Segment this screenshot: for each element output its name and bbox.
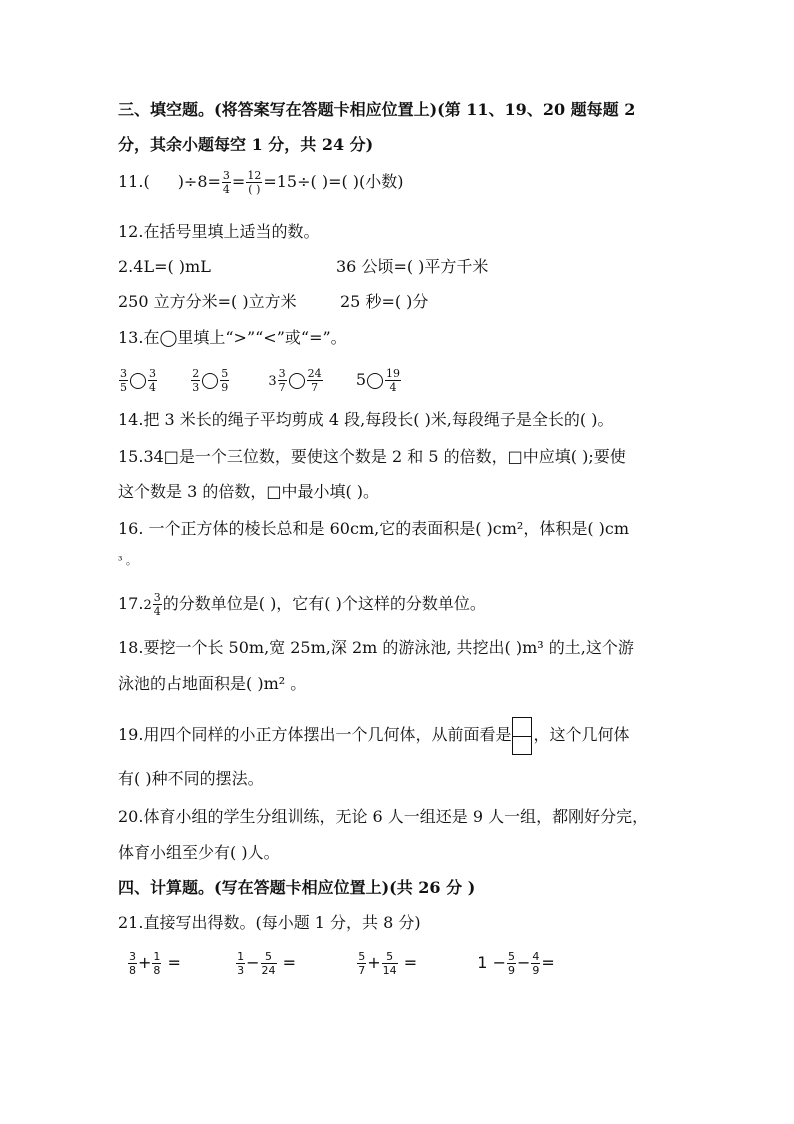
question-19-line2: 有( )种不同的摆法。	[118, 769, 264, 788]
question-12-c: 250 立方分米=( )立方米	[118, 292, 297, 311]
question-20-line2: 体育小组至少有( )人。	[118, 843, 280, 862]
comparison-1: $\frac{3}{5}$ $\frac{3}{4}$	[120, 367, 156, 394]
circle-blank-icon	[367, 373, 383, 389]
question-12-title: 12.在括号里填上适当的数。	[118, 222, 320, 241]
question-18-line2: 泳池的占地面积是( )m² 。	[118, 674, 307, 693]
comparison-3: 3 $\frac{3}{7}$ $\frac{24}{7}$	[268, 367, 322, 394]
question-12-b: 36 公顷=( )平方千米	[336, 257, 489, 276]
stacked-squares-icon	[512, 717, 532, 755]
question-12-a: 2.4L=( )mL	[118, 257, 211, 276]
question-16-line1: 16. 一个正方体的棱长总和是 60cm,它的表面积是( )cm²，体积是( )cm	[118, 519, 630, 538]
question-20-line1: 20.体育小组的学生分组训练，无论 6 人一组还是 9 人一组，都刚好分完，	[118, 807, 649, 826]
question-12-d: 25 秒=( )分	[340, 292, 429, 311]
circle-blank-icon	[202, 373, 218, 389]
circle-blank-icon	[130, 373, 146, 389]
question-13-title: 13.在◯里填上“>”“<”或“=”。	[118, 328, 347, 347]
fraction: $\frac{12}{( )}$	[247, 169, 262, 196]
expression-1: $\frac{3}{8}$ + $\frac{1}{8}$ =	[129, 950, 181, 977]
question-11: 11.( )÷8= $\frac{3}{4}$ = $\frac{12}{( )}$ =15÷( )=( )(小数)	[118, 169, 404, 196]
question-18-line1: 18.要挖一个长 50m,宽 25m,深 2m 的游泳池, 共挖出( )m³ 的土,这个游	[118, 638, 634, 657]
expression-4: 1 − $\frac{5}{9}$ − $\frac{4}{9}$ =	[477, 950, 555, 977]
question-21-expressions	[127, 951, 555, 976]
circle-blank-icon	[289, 373, 305, 389]
question-15-line2: 这个数是 3 的倍数，□中最小填( )。	[118, 482, 380, 501]
question-16-line2: ³ 。	[118, 554, 137, 567]
fraction: $\frac{3}{4}$	[222, 169, 230, 196]
comparison-4: 5 $\frac{19}{4}$	[355, 367, 401, 394]
section-3-heading-line2: 分，其余小题每空 1 分，共 24 分)	[118, 135, 374, 154]
question-15-line1: 15.34□是一个三位数，要使这个数是 2 和 5 的倍数，□中应填( );要使	[118, 447, 626, 466]
section-4-heading: 四、计算题。(写在答题卡相应位置上)(共 26 分 )	[118, 878, 476, 897]
question-14: 14.把 3 米长的绳子平均剪成 4 段,每段长( )米,每段绳子是全长的( )。	[118, 410, 614, 429]
expression-2: $\frac{1}{3}$ − $\frac{5}{24}$ =	[237, 950, 296, 977]
question-13-comparisons	[118, 368, 402, 393]
question-19-line1: 19.用四个同样的小正方体摆出一个几何体，从前面看是 ，这个几何体	[118, 714, 629, 756]
question-21-title: 21.直接写出得数。(每小题 1 分，共 8 分)	[118, 913, 421, 932]
question-17: 17.2 $\frac{3}{4}$ 的分数单位是( )，它有( )个这样的分数单位。	[118, 591, 486, 618]
expression-3: $\frac{5}{7}$ + $\frac{5}{14}$ =	[358, 950, 418, 977]
comparison-2: $\frac{2}{3}$ $\frac{5}{9}$	[192, 367, 229, 394]
section-3-heading-line1: 三、填空题。(将答案写在答题卡相应位置上)(第 11、19、20 题每题 2	[118, 100, 636, 119]
